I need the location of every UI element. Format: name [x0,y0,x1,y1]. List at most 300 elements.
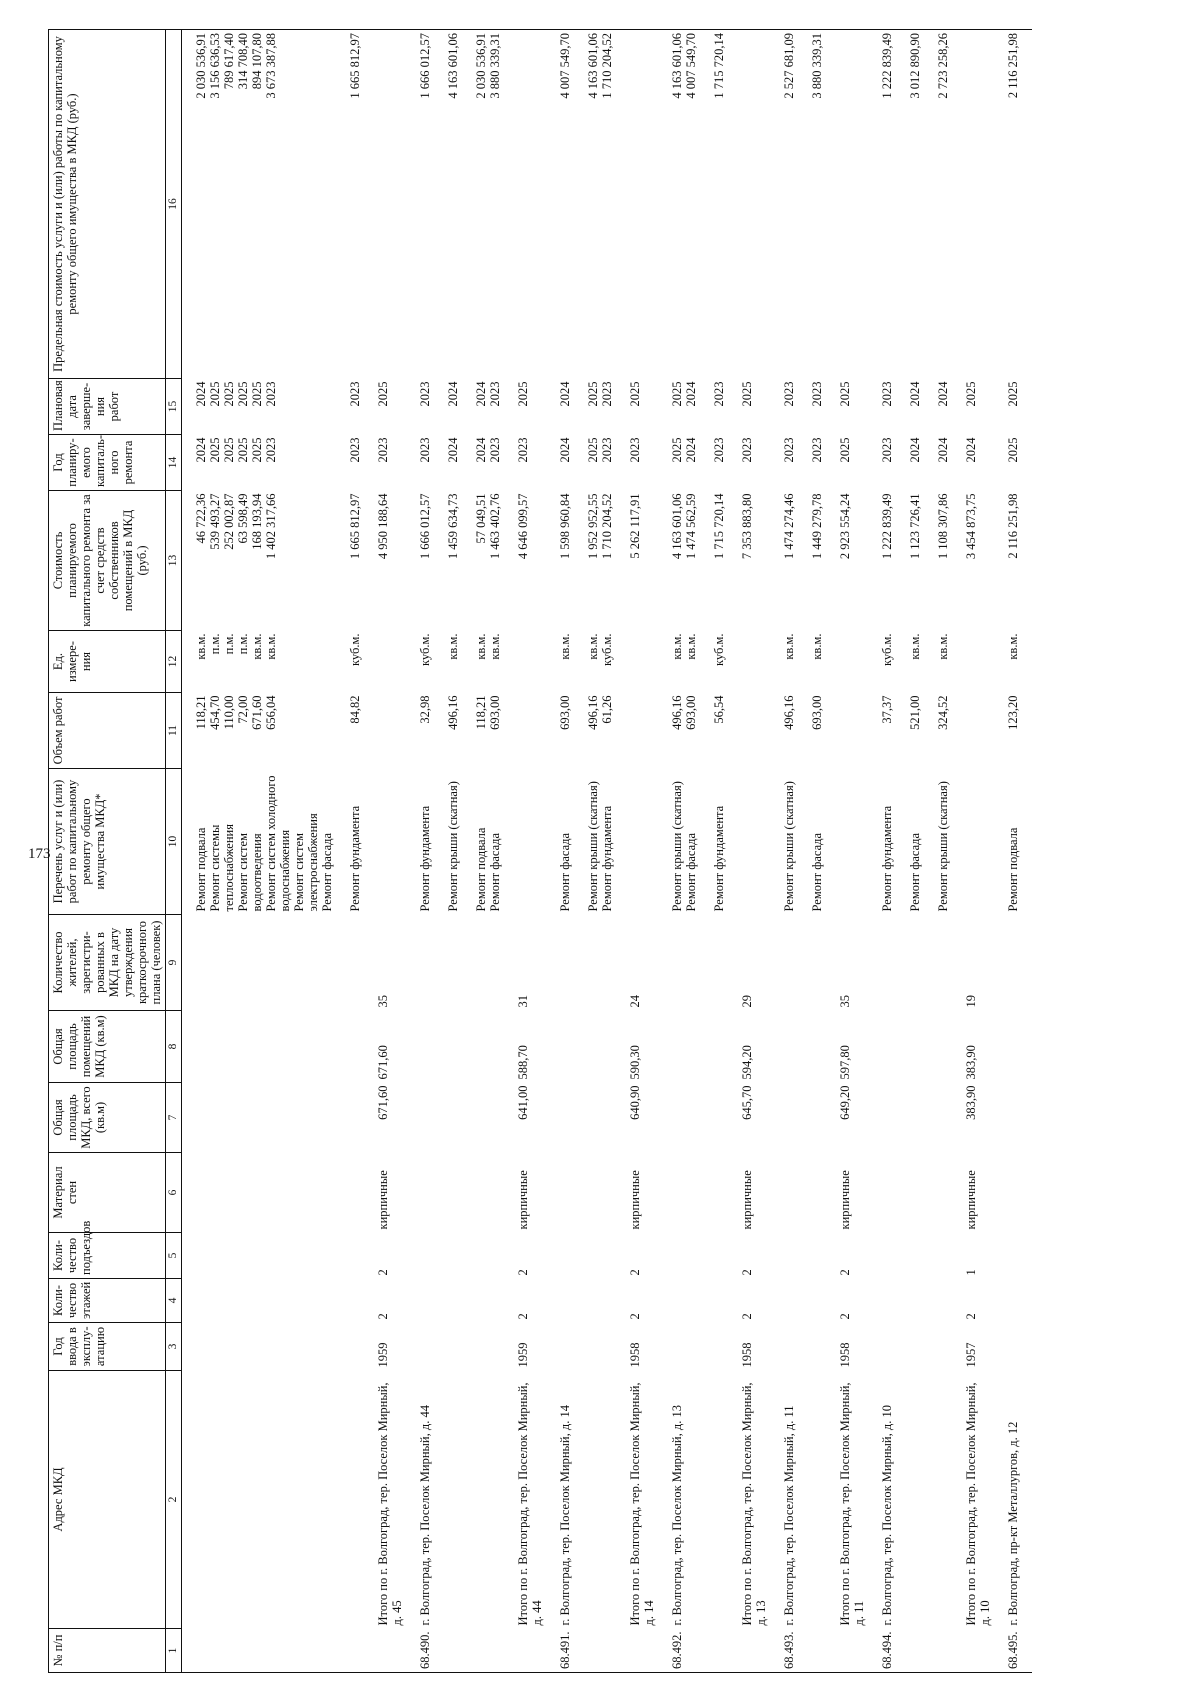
repair-year: 2024 [445,437,460,463]
row-number: 68.492. [668,1629,700,1673]
header-colnum-1: 1 [166,1629,182,1673]
row-number: 68.494. [878,1629,896,1673]
address: г. Волгоград, тер. Поселок Мирный, д. 44 [417,1405,432,1626]
total-year: 2024 [963,437,978,463]
header-col-12: Ед. измере-ния [49,631,166,693]
limit-cost: 1 665 812,97 [346,30,364,379]
empty-cell [808,1153,826,1233]
empty-cell [906,1279,924,1323]
area-total: 645,70 [739,1085,754,1120]
unit: кв.м. [781,633,796,660]
area-rooms: 597,80 [837,1045,852,1080]
volume: 84,82 [347,695,362,724]
empty-cell [472,1083,504,1153]
address: г. Волгоград, тер. Поселок Мирный, д. 10 [879,1405,894,1626]
empty-cell [906,1233,924,1279]
empty-cell [934,1083,952,1153]
table-row [472,30,504,1673]
area-rooms: 590,30 [627,1045,642,1080]
address [584,1371,616,1629]
plan-date: 2023 [347,381,362,407]
header-colnum-12: 12 [166,631,182,693]
empty-cell [780,915,798,1011]
volume: 118,21 454,70 110,00 72,00 671,60 656,04 [193,695,278,730]
volume: 123,20 [1005,695,1020,730]
header-colnum-6: 6 [166,1153,182,1233]
cost: 1 108 307,86 [935,493,950,560]
cost: 1 666 012,57 [417,493,432,560]
unit: кв.м. [445,633,460,660]
volume: 56,54 [711,695,726,724]
cost: 46 722,36 539 493,27 252 002,87 63 598,49 168 193,94 1 402 317,66 [193,493,278,560]
table-row [710,30,728,1673]
empty-cell [584,1011,616,1083]
empty-cell [192,915,336,1011]
empty-cell [962,631,994,693]
works: Ремонт фасада [907,832,922,912]
works: Ремонт фасада [557,832,572,912]
address [192,1371,336,1629]
total-address: Итого по г. Волгоград, тер. Поселок Мирный, д. 13 [739,1382,768,1626]
plan-date: 2024 2025 2025 2025 2025 2023 [193,381,278,407]
address [808,1371,826,1629]
total-plan: 2025 [515,381,530,407]
plan-date: 2023 [417,381,432,407]
row-number [374,1629,406,1673]
empty-cell [556,915,574,1011]
residents: 24 [627,995,642,1008]
cost: 1 665 812,97 [347,493,362,560]
repair-year: 2023 [781,437,796,463]
empty-cell [668,1279,700,1323]
empty-cell [472,1279,504,1323]
table-row [1004,30,1022,1673]
empty-cell [346,1279,364,1323]
plan-date: 2025 [1005,381,1020,407]
header-colnum-10: 10 [166,769,182,915]
empty-cell [192,1083,336,1153]
empty-cell [906,1011,924,1083]
year-built: 1958 [739,1342,754,1368]
empty-cell [738,30,770,379]
limit-cost: 4 163 601,06 4 007 549,70 [668,30,700,379]
header-col-2: Адрес МКД [49,1371,166,1629]
unit: кв.м. кв.м. [669,633,698,660]
empty-cell [836,693,868,769]
empty-cell [374,693,406,769]
volume: 324,52 [935,695,950,730]
table-row [556,30,574,1673]
area-rooms: 594,20 [739,1045,754,1080]
year-built: 1959 [375,1342,390,1368]
header-col-3: Год ввода в эксплу-атацию [49,1323,166,1371]
row-number [808,1629,826,1673]
empty-cell [192,1153,336,1233]
empty-cell [808,1011,826,1083]
empty-cell [192,1233,336,1279]
unit: кв.м. [907,633,922,660]
total-year: 2023 [739,437,754,463]
table-row [808,30,826,1673]
row-number [962,1629,994,1673]
volume: 496,16 [781,695,796,730]
table-row [906,30,924,1673]
empty-cell [1004,1323,1022,1371]
row-number [514,1629,546,1673]
plan-date: 2024 [907,381,922,407]
empty-cell [346,1083,364,1153]
address [934,1371,952,1629]
cost: 1 123 726,41 [907,493,922,560]
row-number [584,1629,616,1673]
repair-year: 2023 [347,437,362,463]
area-total: 671,60 [375,1085,390,1120]
repair-year: 2025 [1005,437,1020,463]
empty-cell [626,30,658,379]
area-rooms: 671,60 [375,1045,390,1080]
header-col-1: № п/п [49,1629,166,1673]
repair-year: 2024 [935,437,950,463]
header-colnum-13: 13 [166,491,182,631]
works: Ремонт фундамента [347,805,362,912]
volume: 32,98 [417,695,432,724]
limit-cost: 2 527 681,09 [780,30,798,379]
row-number [472,1629,504,1673]
area-total: 649,20 [837,1085,852,1120]
empty-cell [444,1083,462,1153]
limit-cost: 4 163 601,06 1 710 204,52 [584,30,616,379]
entrances: 2 [627,1269,642,1276]
empty-cell [584,915,616,1011]
empty-cell [962,769,994,915]
wall-material: кирпичные [627,1170,642,1230]
works: Ремонт крыши (скатная) Ремонт фасада [669,781,698,912]
repair-year: 2025 2023 [585,437,614,463]
cost: 1 459 634,73 [445,493,460,560]
empty-cell [906,1083,924,1153]
empty-cell [668,1083,700,1153]
unit: кв.м. [935,633,950,660]
empty-cell [346,1153,364,1233]
header-col-7: Общая площадь МКД, всего (кв.м) [49,1083,166,1153]
header-col-4: Коли-чество этажей [49,1279,166,1323]
total-address: Итого по г. Волгоград, тер. Поселок Мирный, д. 11 [837,1382,866,1626]
empty-cell [1004,1083,1022,1153]
repair-year: 2024 [557,437,572,463]
works: Ремонт фасада [809,832,824,912]
total-plan: 2025 [375,381,390,407]
row-number [192,1629,336,1673]
empty-cell [416,915,434,1011]
total-plan: 2025 [627,381,642,407]
area-rooms: 383,90 [963,1045,978,1080]
wall-material: кирпичные [375,1170,390,1230]
header-col-5: Коли-чество подъездов [49,1233,166,1279]
empty-cell [808,1279,826,1323]
header-col-14: Год планиру-емого капиталь-ного ремонта [49,435,166,491]
empty-cell [346,1233,364,1279]
plan-date: 2023 [781,381,796,407]
total-cost: 2 923 554,24 [837,493,852,560]
row-number: 68.491. [556,1629,574,1673]
volume: 496,16 [445,695,460,730]
limit-cost: 3 880 339,31 [808,30,826,379]
total-row [738,30,770,1673]
header-colnum-9: 9 [166,915,182,1011]
empty-cell [374,769,406,915]
limit-cost: 4 007 549,70 [556,30,574,379]
floors: 2 [515,1313,530,1320]
empty-cell [514,30,546,379]
total-row [626,30,658,1673]
empty-cell [780,1083,798,1153]
table-row [780,30,798,1673]
cost: 57 049,51 1 463 402,76 [473,493,502,560]
empty-cell [584,1323,616,1371]
header-colnum-8: 8 [166,1011,182,1083]
empty-cell [444,1279,462,1323]
empty-cell [836,769,868,915]
works: Ремонт фундамента [417,805,432,912]
table-row [878,30,896,1673]
limit-cost: 1 715 720,14 [710,30,728,379]
empty-cell [472,1323,504,1371]
rotated-table-container [48,30,1155,1673]
works: Ремонт крыши (скатная) [935,781,950,912]
empty-cell [472,1011,504,1083]
empty-cell [878,1011,896,1083]
volume: 496,16 693,00 [669,695,698,730]
empty-cell [934,1233,952,1279]
empty-cell [808,1083,826,1153]
floors: 2 [627,1313,642,1320]
empty-cell [710,1011,728,1083]
empty-cell [444,1011,462,1083]
table-row [934,30,952,1673]
empty-cell [934,915,952,1011]
total-year: 2023 [515,437,530,463]
empty-cell [444,1233,462,1279]
empty-cell [1004,1279,1022,1323]
volume: 693,00 [557,695,572,730]
empty-cell [780,1323,798,1371]
entrances: 2 [375,1269,390,1276]
total-address: Итого по г. Волгоград, тер. Поселок Мирный, д. 45 [375,1382,404,1626]
works: Ремонт крыши (скатная) Ремонт фундамента [585,781,614,912]
works: Ремонт фундамента [879,805,894,912]
empty-cell [556,1153,574,1233]
total-row [836,30,868,1673]
repair-year: 2024 2025 2025 2025 2025 2023 [193,437,278,463]
row-number: 68.490. [416,1629,434,1673]
table-row [192,30,336,1673]
empty-cell [444,1323,462,1371]
empty-cell [934,1323,952,1371]
table-row [416,30,434,1673]
empty-cell [1004,1233,1022,1279]
row-number [906,1629,924,1673]
works: Ремонт подвала Ремонт системы теплоснабжения Ремонт систем водоотведения Ремонт систем холодного водоснабжения Ремонт систем электроснабжения Ремонт фасада [193,775,334,912]
empty-cell [738,631,770,693]
empty-cell [738,693,770,769]
table-body [181,30,1032,1673]
empty-cell [416,1233,434,1279]
row-number [934,1629,952,1673]
plan-date: 2024 [935,381,950,407]
floors: 2 [739,1313,754,1320]
empty-cell [808,1323,826,1371]
volume: 496,16 61,26 [585,695,614,730]
works: Ремонт фундамента [711,805,726,912]
cost: 1 222 839,49 [879,493,894,560]
total-cost: 3 454 873,75 [963,493,978,560]
limit-cost: 3 012 890,90 [906,30,924,379]
empty-cell [668,915,700,1011]
cost: 4 163 601,06 1 474 562,59 [669,493,698,560]
empty-cell [836,30,868,379]
empty-cell [808,1233,826,1279]
empty-cell [556,1233,574,1279]
total-address: Итого по г. Волгоград, тер. Поселок Мирный, д. 44 [515,1382,544,1626]
works: Ремонт подвала [1005,827,1020,912]
empty-cell [710,1083,728,1153]
empty-cell [556,1083,574,1153]
total-cost: 4 950 188,64 [375,493,390,560]
repair-year: 2023 [417,437,432,463]
plan-date: 2023 [809,381,824,407]
year-built: 1957 [963,1342,978,1368]
header-col-13: Стоимость планируемого капитального ремонта за счет средств собственников помещений в МКД (руб.) [49,491,166,631]
empty-cell [584,1233,616,1279]
plan-date: 2025 2023 [585,381,614,407]
plan-date: 2024 [557,381,572,407]
address [906,1371,924,1629]
empty-cell [626,769,658,915]
empty-cell [584,1083,616,1153]
residents: 29 [739,995,754,1008]
volume: 521,00 [907,695,922,730]
address: г. Волгоград, тер. Поселок Мирный, д. 13 [669,1405,684,1626]
total-year: 2023 [627,437,642,463]
unit: куб.м. [711,633,726,667]
empty-cell [374,30,406,379]
header-colnum-4: 4 [166,1279,182,1323]
empty-cell [906,1153,924,1233]
residents: 35 [375,995,390,1008]
header-col-11: Объем работ [49,693,166,769]
empty-cell [472,1233,504,1279]
plan-date: 2023 [879,381,894,407]
empty-cell [710,1279,728,1323]
empty-cell [808,915,826,1011]
address [710,1371,728,1629]
cost: 1 715 720,14 [711,493,726,560]
header-col-8: Общая площадь помещений МКД (кв.м) [49,1011,166,1083]
empty-cell [584,1279,616,1323]
empty-cell [444,915,462,1011]
repair-year: 2025 2024 [669,437,698,463]
empty-cell [962,693,994,769]
row-number [738,1629,770,1673]
total-address: Итого по г. Волгоград, тер. Поселок Мирный, д. 14 [627,1382,656,1626]
empty-cell [878,1279,896,1323]
empty-cell [878,1153,896,1233]
entrances: 2 [515,1269,530,1276]
year-built: 1958 [837,1342,852,1368]
empty-cell [346,1011,364,1083]
empty-cell [192,1323,336,1371]
total-cost: 5 262 117,91 [627,493,642,559]
empty-cell [710,915,728,1011]
header-colnum-5: 5 [166,1233,182,1279]
header-colnum-2: 2 [166,1371,182,1629]
unit: кв.м. [1005,633,1020,660]
works: Ремонт крыши (скатная) [781,781,796,912]
total-year: 2023 [375,437,390,463]
empty-cell [780,1153,798,1233]
volume: 118,21 693,00 [473,695,502,730]
empty-cell [514,693,546,769]
unit: куб.м. [417,633,432,667]
floors: 2 [963,1313,978,1320]
limit-cost: 4 163 601,06 [444,30,462,379]
header-colnum-14: 14 [166,435,182,491]
total-row [962,30,994,1673]
cost: 1 449 279,78 [809,493,824,560]
empty-cell [514,631,546,693]
limit-cost: 1 666 012,57 [416,30,434,379]
empty-cell [1004,915,1022,1011]
empty-cell [416,1083,434,1153]
address: г. Волгоград, тер. Поселок Мирный, д. 11 [781,1405,796,1626]
table-row [584,30,616,1673]
row-number [710,1629,728,1673]
empty-cell [710,1323,728,1371]
empty-cell [626,631,658,693]
empty-cell [668,1233,700,1279]
empty-cell [472,915,504,1011]
empty-cell [416,1279,434,1323]
works: Ремонт подвала Ремонт фасада [473,827,502,912]
empty-cell [514,769,546,915]
residents: 19 [963,995,978,1008]
empty-cell [934,1153,952,1233]
empty-cell [738,769,770,915]
entrances: 2 [739,1269,754,1276]
header-colnum-7: 7 [166,1083,182,1153]
empty-cell [710,1233,728,1279]
repair-year: 2023 [711,437,726,463]
unit: кв.м. [809,633,824,660]
floors: 2 [375,1313,390,1320]
empty-cell [836,631,868,693]
table-row [668,30,700,1673]
empty-cell [556,1279,574,1323]
entrances: 1 [963,1269,978,1276]
empty-cell [374,631,406,693]
wall-material: кирпичные [739,1170,754,1230]
table-row [444,30,462,1673]
cost: 1 598 960,84 [557,493,572,560]
unit: кв.м. п.м. п.м. п.м. кв.м. кв.м. [193,633,278,660]
header-col-16: Предельная стоимость услуги и (или) работы по капитальному ремонту общего имущества в МКД (руб.) [49,30,166,379]
total-cost: 4 646 099,57 [515,493,530,560]
empty-cell [192,1011,336,1083]
empty-cell [346,1323,364,1371]
total-cost: 7 353 883,80 [739,493,754,560]
volume: 693,00 [809,695,824,730]
limit-cost: 1 222 839,49 [878,30,896,379]
